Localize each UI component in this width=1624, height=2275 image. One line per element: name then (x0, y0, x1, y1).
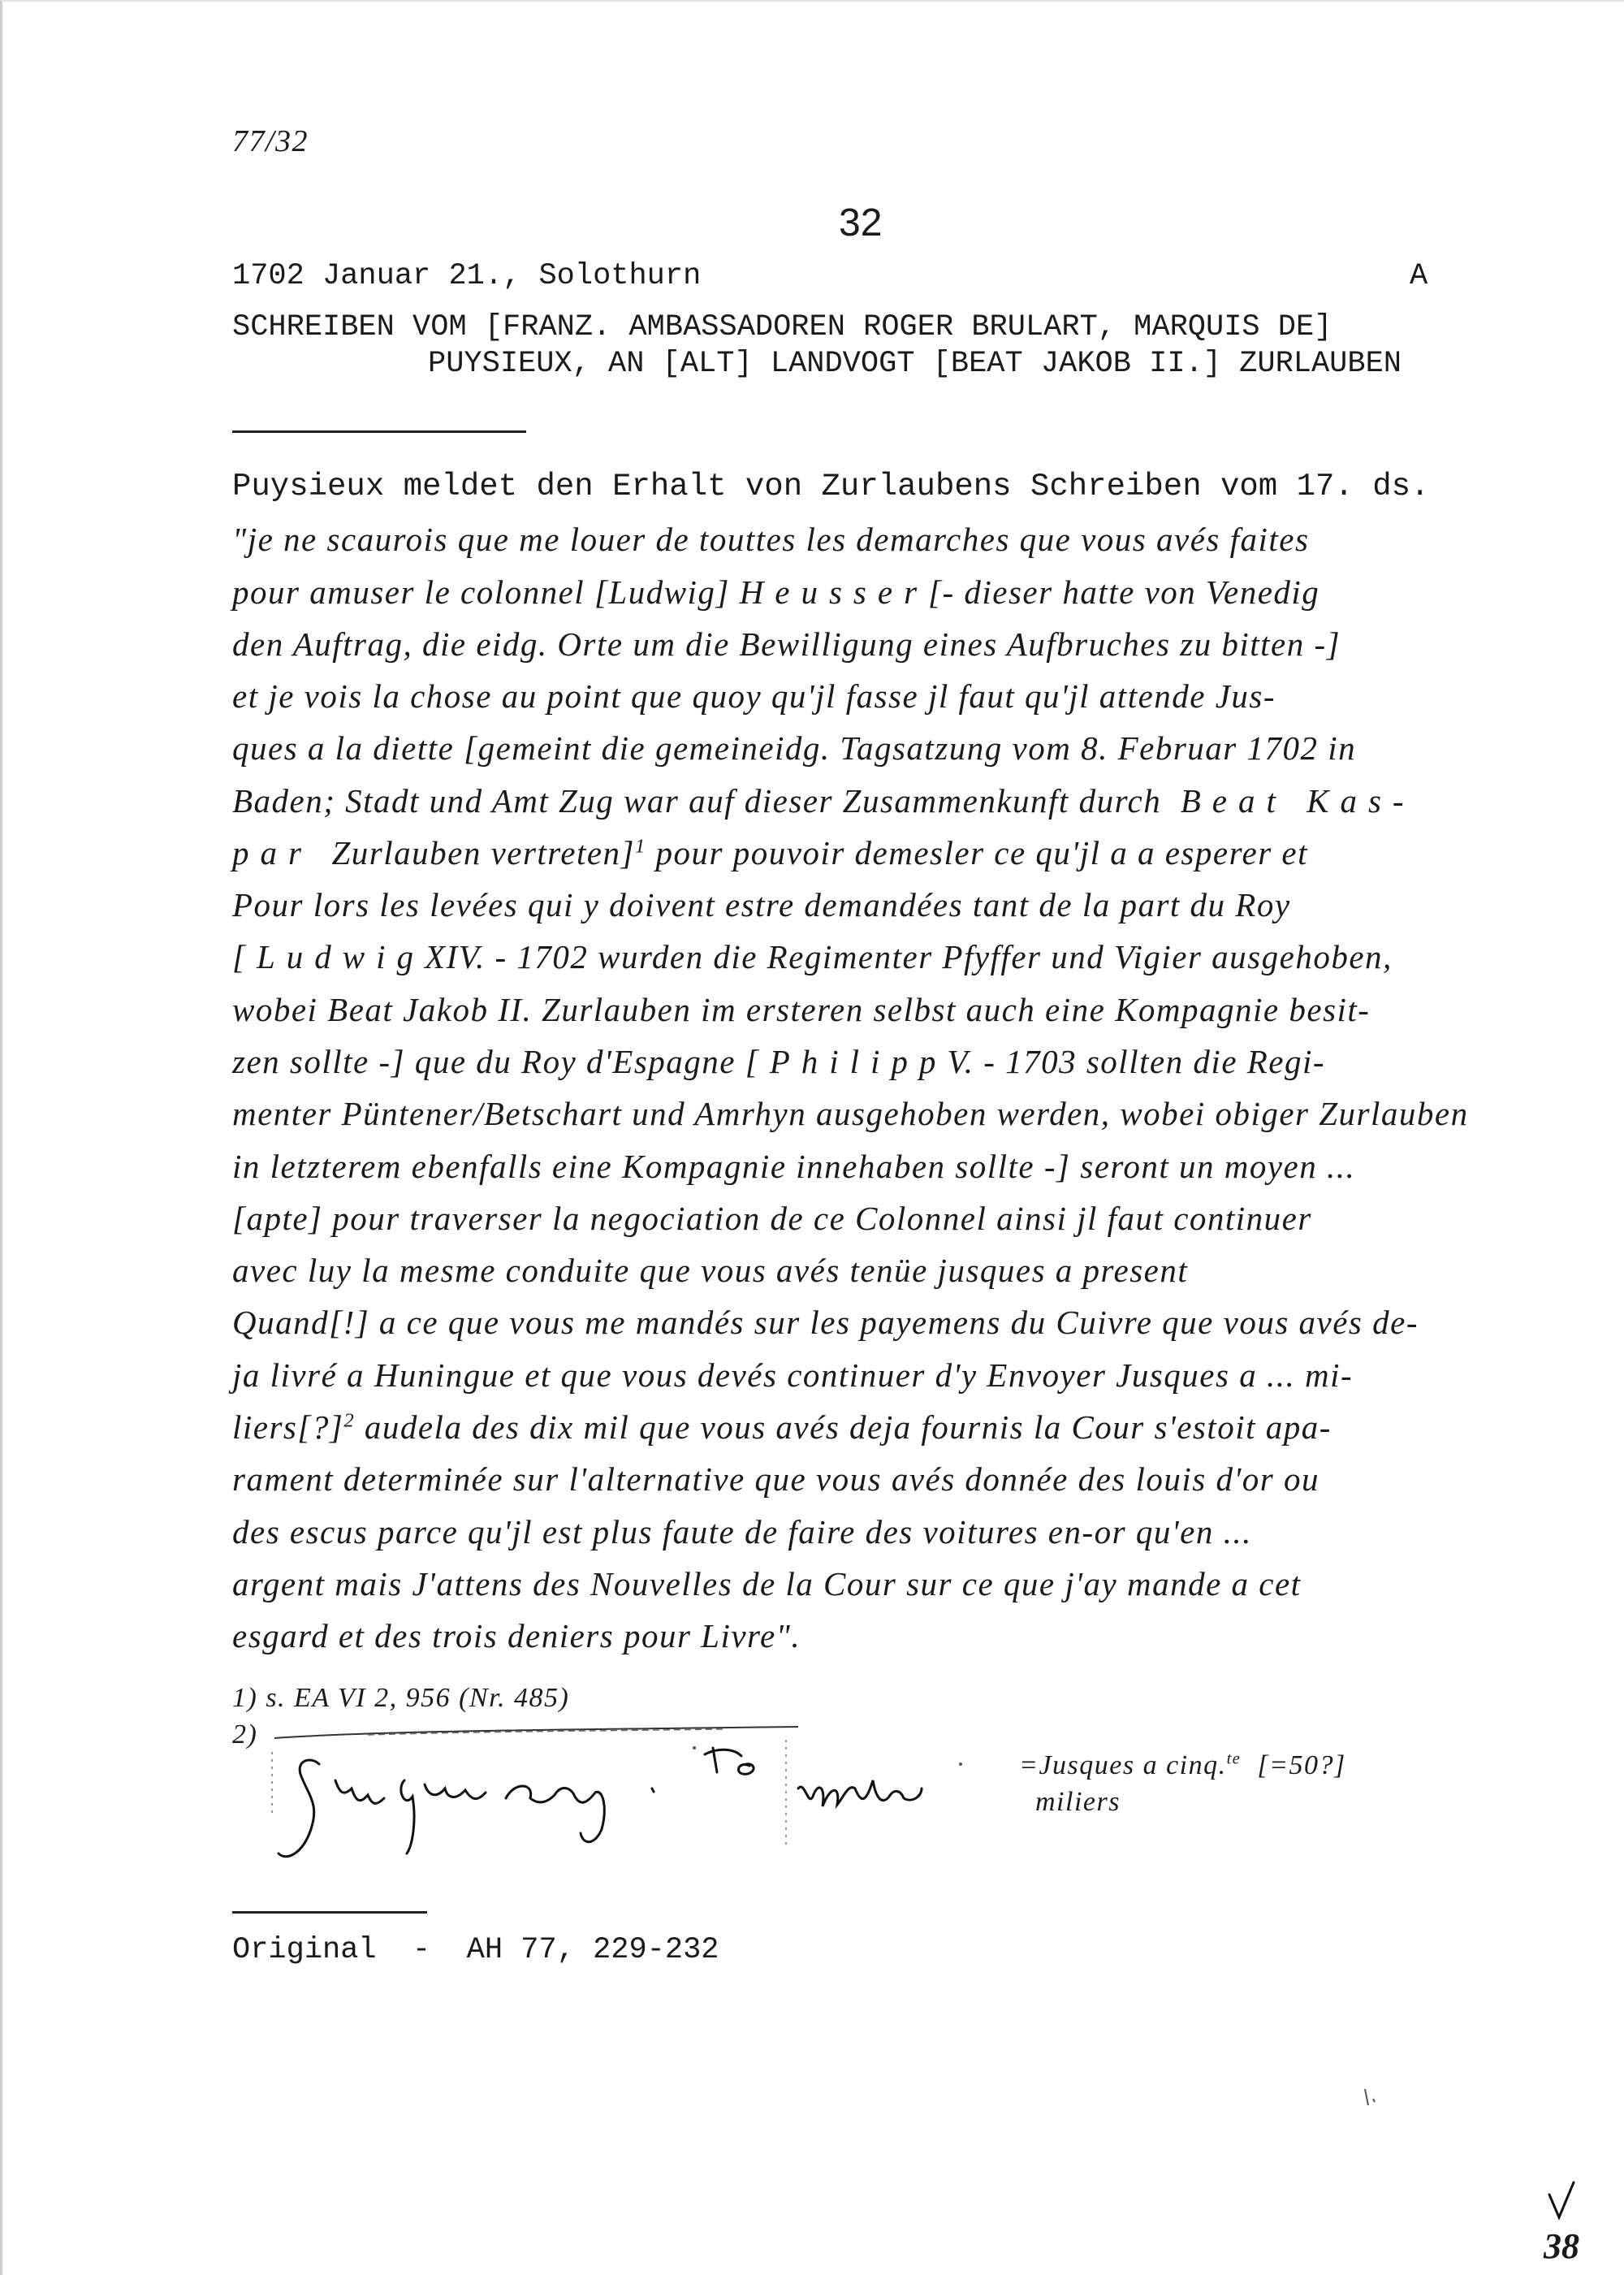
stray-mark (1358, 2081, 1383, 2113)
body-line: avec luy la mesme conduite que vous avés tenüe jusques a present (232, 1252, 1189, 1289)
source-divider (232, 1911, 427, 1914)
body-line: [apte] pour traverser la negociation de ce Colonnel ainsi jl faut continuer (232, 1200, 1312, 1237)
body-line: menter Püntener/Betschart und Amrhyn ausgehoben werden, wobei obiger Zurlauben (232, 1095, 1469, 1132)
superscript-te: te (1226, 1750, 1242, 1768)
spaced-name: [Ludwig (232, 938, 425, 975)
footnote-2-transcription-line2: miliers (1035, 1787, 1121, 1817)
body-line: liers[?]$^2$ audela des dix mil que vous avés deja fournis la Cour s'estoit apa- (232, 1408, 1332, 1446)
body-line: den Auftrag, die eidg. Orte um die Bewilligung eines Aufbruches zu bitten -] (232, 625, 1341, 663)
summary: Puysieux meldet den Erhalt von Zurlaubens Schreiben vom 17. ds. (232, 469, 1430, 504)
spaced-name: par (232, 834, 313, 872)
body-line: in letzterem ebenfalls eine Kompagnie innehaben sollte -] seront un moyen ... (232, 1148, 1356, 1185)
heading-line-2: PUYSIEUX, AN [ALT] LANDVOGT [BEAT JAKOB II.] ZURLAUBEN (428, 347, 1402, 381)
source-reference: Original - AH 77, 229-232 (232, 1933, 719, 1967)
body-line: Quand[!] a ce que vous me mandés sur les payemens du Cuivre que vous avés de- (232, 1304, 1419, 1341)
spaced-name: [Philipp (745, 1043, 948, 1080)
body-line: argent mais J'attens des Nouvelles de la Cour sur ce que j'ay mande a cet (232, 1565, 1302, 1602)
body-line: Baden; Stadt und Amt Zug war auf dieser Zusammenkunft durch Beat Kas- (232, 782, 1415, 820)
page-number: 32 (839, 201, 883, 244)
footnote-2-transcription: =Jusques a cinq.$^{te}$ [=50?] (1019, 1750, 1346, 1780)
handwritten-excerpt (262, 1732, 993, 1870)
body-line: Pour lors les levées qui y doivent estre demandées tant de la part du Roy (232, 886, 1291, 923)
category-letter: A (1410, 259, 1428, 293)
spaced-name: Beat Kas- (1180, 782, 1415, 820)
body-line: ja livré a Huningue et que vous devés continuer d'y Envoyer Jusques a ... mi- (232, 1356, 1354, 1394)
body-line: ques a la diette [gemeint die gemeineidg. Tagsatzung vom 8. Februar 1702 in (232, 729, 1357, 767)
body-line: wobei Beat Jakob II. Zurlauben im ersteren selbst auch eine Kompagnie besit- (232, 991, 1371, 1028)
body-line: rament determinée sur l'alternative que vous avés donnée des louis d'or ou (232, 1460, 1320, 1498)
spaced-name: Heusser (739, 573, 929, 611)
body-line: des escus parce qu'jl est plus faute de faire des voitures en-or qu'en ... (232, 1513, 1252, 1551)
corner-folio-number: 38 (1544, 2226, 1579, 2266)
footnote-ref-2: 2 (343, 1409, 356, 1432)
body-line: [LudwigXIV. - 1702 wurden die Regimenter Pfyffer und Vigier ausgehoben, (232, 938, 1393, 975)
body-line: "je ne scaurois que me louer de touttes les demarches que vous avés faites (232, 521, 1310, 558)
body-line: et je vois la chose au point que quoy qu'jl fasse jl faut qu'jl attende Jus- (232, 677, 1276, 715)
archive-reference: 77/32 (232, 124, 309, 158)
body-line: par Zurlauben vertreten]$^1$ pour pouvoir demesler ce qu'jl a a esperer et (232, 834, 1309, 872)
heading-line-1: SCHREIBEN VOM [FRANZ. AMBASSADOREN ROGER BRULART, MARQUIS DE] (232, 310, 1332, 344)
date-place: 1702 Januar 21., Solothurn (232, 259, 702, 293)
footnote-1: 1) s. EA VI 2, 956 (Nr. 485) (232, 1683, 570, 1713)
heading-divider (232, 430, 526, 433)
footnote-ref-1: 1 (634, 835, 646, 858)
body-line: zen sollte -] que du Roy d'Espagne [PhilippV. - 1703 sollten die Regi- (232, 1043, 1326, 1080)
body-line: pour amuser le colonnel [Ludwig] Heusser[- dieser hatte von Venedig (232, 573, 1320, 611)
footnote-2-label: 2) (232, 1719, 258, 1750)
body-line: esgard et des trois deniers pour Livre". (232, 1617, 801, 1654)
